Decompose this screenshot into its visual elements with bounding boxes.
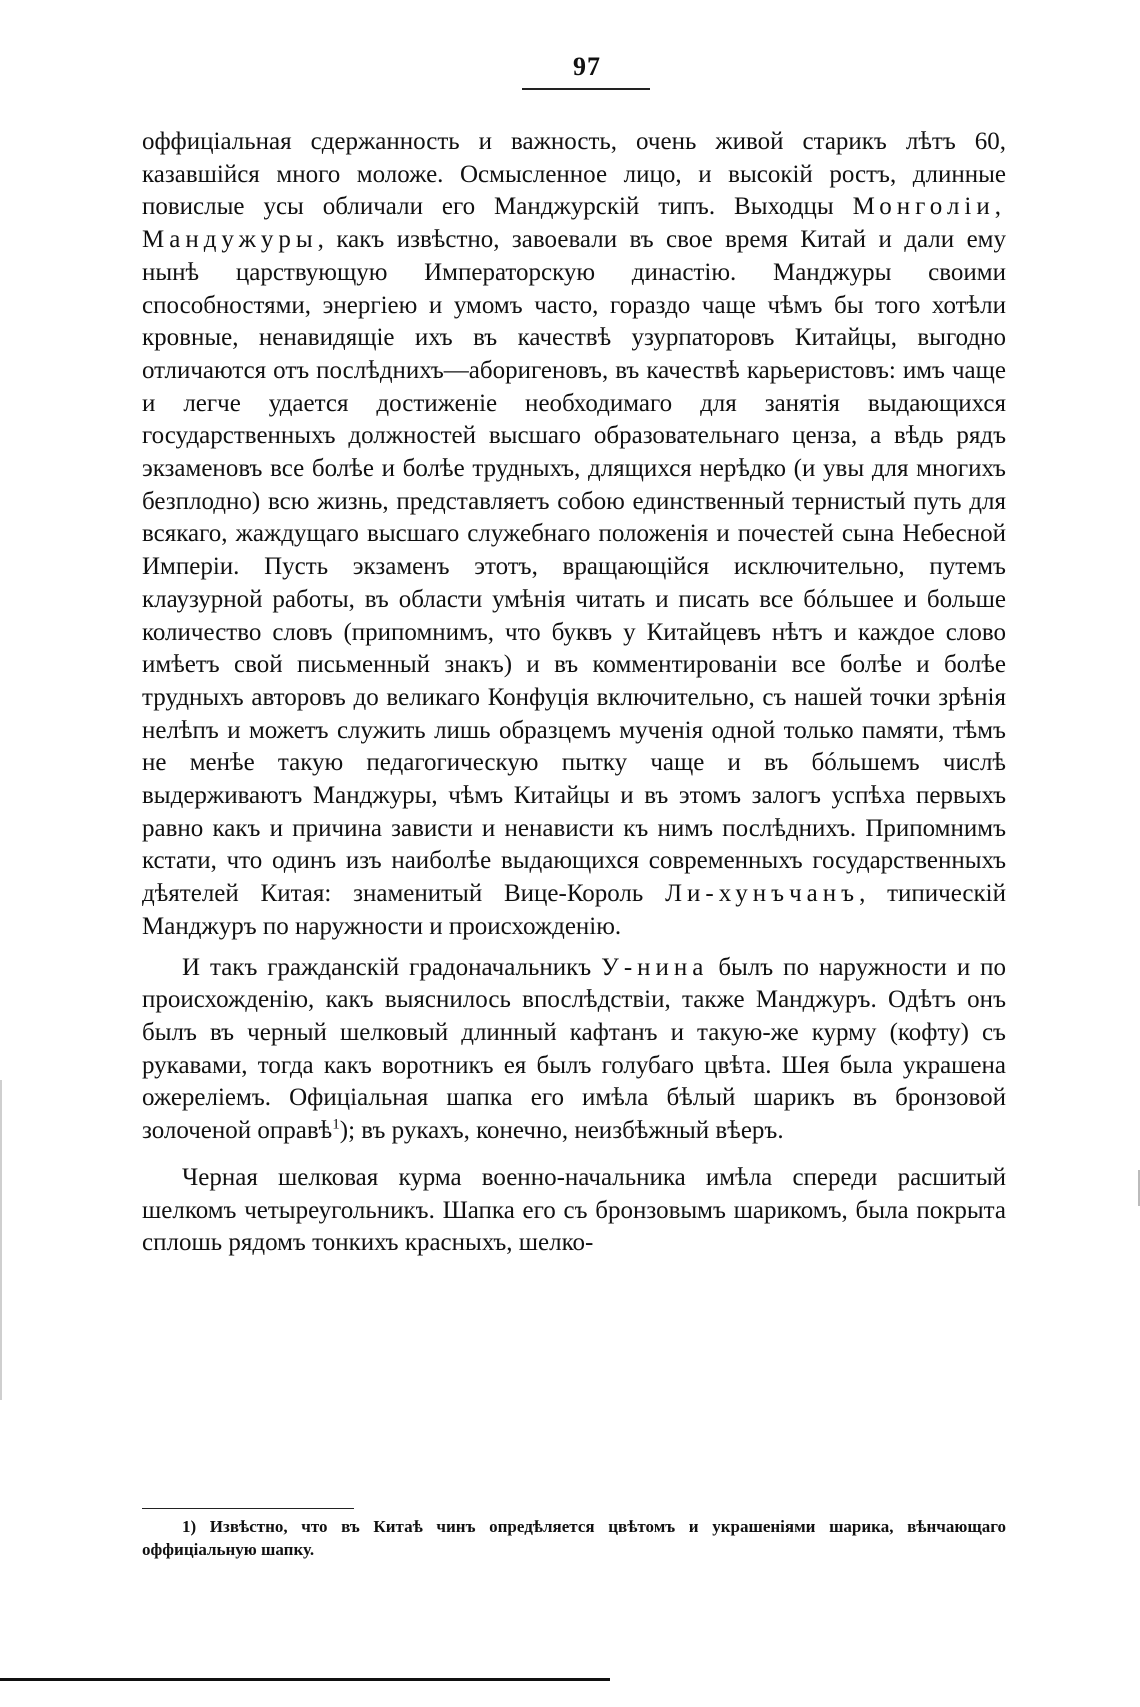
footnote-text: Извѣстно, что въ Китаѣ чинъ опредѣляется цвѣтомъ и украшеніями шарика, вѣнчающаго оффиціальную шапку. bbox=[142, 1517, 1006, 1559]
paragraph-3 bbox=[142, 1162, 1006, 1260]
paragraph-1 bbox=[142, 126, 1006, 944]
body-text bbox=[142, 126, 1006, 1260]
spaced-name: Ли-хунъчанъ bbox=[665, 880, 860, 908]
text-run: былъ по наружности и по происхожденію, какъ выяснилось впослѣдствіи, также Манджуръ. Одѣтъ онъ былъ въ черный шелковый длинный кафтанъ и такую-же курму (кофту) съ рукавами, тогда какъ воротникъ ея былъ голубаго цвѣта. Шея была украшена ожереліемъ. Офиціальная шапка его имѣла бѣлый шарикъ въ бронзовой золоченой оправѣ bbox=[142, 953, 1007, 1145]
footnote-rule bbox=[142, 1508, 354, 1509]
paragraph-2 bbox=[142, 952, 1006, 1148]
text-run: ); въ рукахъ, конечно, неизбѣжный вѣеръ. bbox=[339, 1117, 784, 1145]
footnote-ref: 1 bbox=[332, 1116, 340, 1133]
footnote bbox=[142, 1515, 1006, 1561]
scan-edge-left bbox=[0, 1080, 2, 1400]
text-run: И такъ гражданскій градоначальникъ bbox=[182, 953, 602, 981]
text-run: , какъ извѣстно, завоевали въ свое время Китай и дали ему нынѣ царствующую Императорскую династію. Манджуры своими способностями, энергіею и умомъ часто, гораздо чаще чѣмъ бы того хотѣли кровные, ненавидящіе ихъ въ качествѣ узурпаторовъ Китайцы, выгодно отличаются отъ послѣднихъ—аборигеновъ, въ качествѣ карьеристовъ: имъ чаще и легче удается достиженіе необходимаго для занятія выдающихся государственныхъ должностей высшаго образовательнаго ценза, а вѣдь рядъ экзаменовъ все болѣе и болѣе трудныхъ, длящихся нерѣдко (и увы для многихъ безплодно) всю жизнь, представляетъ собою единственный тернистый путь для всякаго, жаждущаго высшаго служебнаго положенія и почестей сына Небесной Имперіи. Пусть экзаменъ этотъ, вращающійся исключительно, путемъ клаузурной работы, въ области умѣнія читать и писать все бóльшее и больше количество словъ (припомнимъ, что буквъ у Китайцевъ нѣтъ и каждое слово имѣетъ свой письменный знакъ) и въ комментированіи все болѣе и болѣе трудныхъ авторовъ до великаго Конфуція включительно, съ нашей точки зрѣнія нелѣпъ и можетъ служить лишь образцемъ мученія одной только памяти, тѣмъ не менѣе такую педагогическую пытку чаще и въ бóльшемъ числѣ выдерживаютъ Манджуры, чѣмъ Китайцы и въ этомъ залогъ успѣха первыхъ равно какъ и причина зависти и ненависти къ нимъ послѣднихъ. Припомнимъ кстати, что одинъ изъ наиболѣе выдающихся современныхъ государственныхъ дѣятелей Китая: знаменитый Вице-Король bbox=[142, 226, 1006, 908]
scan-edge-bottom bbox=[0, 1678, 610, 1681]
text-run: оффиціальная сдержанность и важность, очень живой старикъ лѣтъ 60, казавшійся много моложе. Осмысленное лицо, и высокій ростъ, длинные повислые усы обличали его Манджурскій типъ. Выходцы bbox=[142, 128, 1006, 221]
text-run: , типическій Манджуръ по наружности и происхожденію. bbox=[142, 880, 1006, 940]
page-number-rule bbox=[522, 88, 650, 90]
footnote-marker: 1) bbox=[182, 1517, 197, 1536]
page-number: 97 bbox=[573, 52, 601, 81]
spaced-name: У-нина bbox=[601, 953, 709, 981]
spaced-name: Монголіи, Мандужуры bbox=[142, 193, 1006, 254]
text-run: Черная шелковая курма военно-начальника имѣла спереди расшитый шелкомъ четыреугольникъ. Шапка его съ бронзовымъ шарикомъ, была покрыта сплошь рядомъ тонкихъ красныхъ, шелко- bbox=[142, 1163, 1006, 1257]
